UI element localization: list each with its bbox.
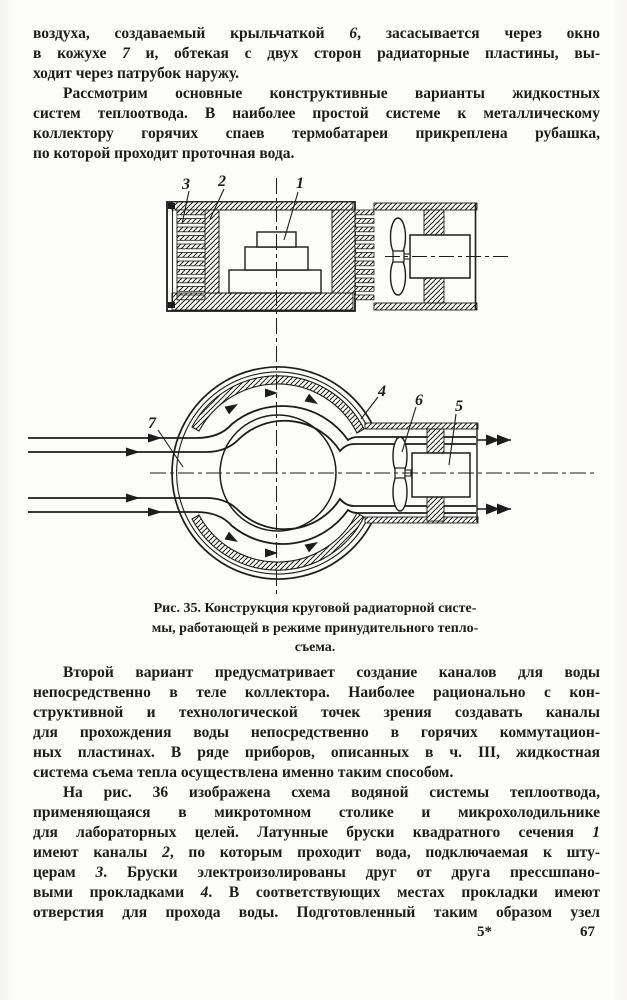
part-label-6: 6 (415, 392, 423, 409)
text-line: для лабораторных целей. Латунные бруски квадратного сечения 1 (33, 824, 600, 841)
caption-line: мы, работающей в режиме принудительного тепло- (151, 620, 479, 636)
part-label-5: 5 (455, 398, 463, 415)
collector-right-wall (332, 210, 355, 293)
body-text-upper (33, 24, 600, 164)
part-label-4: 4 (378, 383, 386, 400)
text-line: отверстия для прохода воды. Подготовленный таким образом узел (33, 904, 600, 921)
paragraph (33, 84, 600, 164)
text-line: ных пластинах. В ряде приборов, описанных в ч. III, жидкостная (33, 744, 600, 761)
text-line: На рис. 36 изображена схема водяной системы теплоотвода, (63, 784, 600, 801)
text-line: церам 3. Бруски электроизолированы друг от друга прессшпано- (33, 864, 600, 881)
text-line: для прохождения воды непосредственно в горячих коммутацион- (33, 724, 600, 741)
figure-35-diagram (0, 165, 627, 602)
label-leader (402, 407, 416, 452)
paragraph (33, 783, 600, 923)
text-line: систем теплоотвода. В наиболее простой системе к металлическому (33, 105, 600, 122)
motor-mount (427, 429, 444, 453)
fin-stack-right (355, 210, 374, 300)
motor-mount (427, 497, 444, 521)
text-line: непосредственно в теле коллектора. Наиболее рационально с кон- (33, 684, 600, 701)
duct-top-wall (365, 423, 478, 429)
text-line: выми прокладками 4. В соответствующих местах прокладки имеют (33, 884, 600, 901)
text-line: в кожухе 7 и, обтекая с двух сторон радиаторные пластины, вы- (33, 45, 600, 62)
printer-signature: 5* (477, 924, 492, 940)
corner-block (168, 203, 175, 209)
fan-duct-top-wall (374, 203, 477, 210)
paragraph (33, 24, 600, 84)
text-line: структивной и технологической точек зрения создавать каналы (33, 704, 600, 721)
text-line: коллектору горячих спаев термобатареи прикреплена рубашка, (33, 125, 600, 142)
housing-top-wall (172, 202, 353, 210)
radiator-ring-hatch-top (192, 376, 364, 433)
fan-blade (391, 257, 406, 295)
motor-mount (424, 278, 444, 303)
text-line: система съема тепла осуществлена именно таким способом. (33, 764, 454, 781)
corner-block (168, 302, 175, 308)
text-line: по которой проходит проточная вода. (33, 145, 295, 162)
motor-box (412, 453, 470, 497)
fan-blade (393, 473, 407, 511)
text-line: Рассмотрим основные конструктивные варианты жидкостных (63, 85, 600, 102)
part-label-2: 2 (218, 173, 226, 190)
text-line: воздуха, создаваемый крыльчаткой 6, засасывается через окно (33, 25, 600, 42)
inlet-arrowheads (126, 434, 162, 517)
part-label-7: 7 (148, 415, 156, 432)
outlet-arrows (477, 435, 511, 515)
figure-caption (97, 599, 533, 658)
text-line: ходит через патрубок наружу. (33, 65, 240, 82)
page-number: 67 (580, 924, 595, 940)
motor-mount (424, 210, 444, 235)
text-line: имеют каналы 2, по которым проходит вода, подключаемая к шту- (33, 844, 600, 861)
paragraph (33, 663, 600, 783)
fan-blade (391, 218, 406, 256)
text-line: применяющаяся в микротомном столике и микрохолодильнике (33, 804, 600, 821)
duct-bottom-wall (365, 517, 478, 523)
top-cross-section (167, 189, 510, 311)
text-line: Второй вариант предусматривает создание каналов для воды (63, 664, 600, 681)
label-leader (361, 397, 378, 419)
part-label-1: 1 (296, 175, 304, 192)
caption-line: съема. (294, 640, 336, 655)
collector-left-wall (205, 210, 219, 293)
body-text-lower (33, 663, 600, 923)
caption-line: Рис. 35. Конструкция круговой радиаторной систе- (153, 601, 477, 616)
part-label-3: 3 (182, 176, 190, 193)
fin-stack-left (177, 210, 205, 300)
fan-duct-bottom-wall (374, 303, 477, 310)
